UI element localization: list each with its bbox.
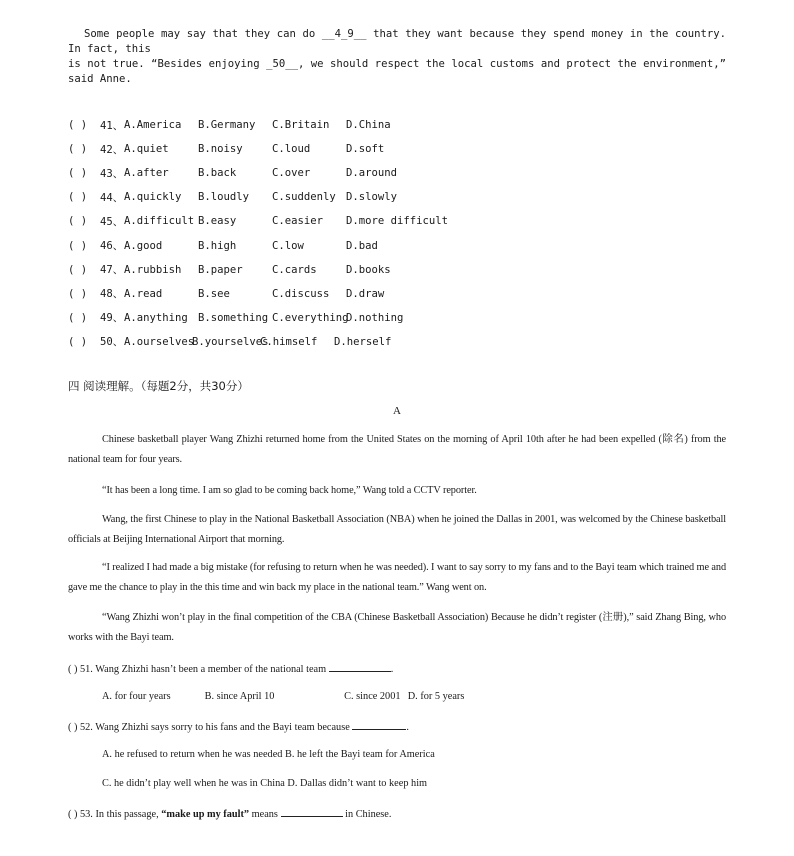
option-a: A.difficult: [124, 215, 195, 228]
option-c: C.loud: [272, 143, 311, 156]
question-number: 46、: [100, 240, 124, 253]
answer-line[interactable]: [329, 662, 391, 672]
option-b: B.yourselves: [192, 335, 269, 348]
choice-row-43: [68, 161, 448, 185]
answer-blank[interactable]: ( ): [68, 335, 88, 348]
question-number: 48、: [100, 288, 124, 301]
question-number: 45、: [100, 215, 124, 228]
answer-blank[interactable]: ( ): [68, 239, 88, 252]
option-d: D.herself: [334, 335, 392, 348]
option-b: B.see: [198, 287, 230, 300]
passage-label: A: [393, 405, 401, 417]
option-a: A.rubbish: [124, 263, 182, 276]
paragraph-5: “Wang Zhizhi won’t play in the final competition of the CBA (Chinese Basketball Association) Because he didn’t register (注册),” said Zhang Bing, who works with the Bayi team.: [68, 612, 726, 643]
option-c: C.everything: [272, 311, 349, 324]
answer-blank[interactable]: ( ): [68, 263, 88, 276]
choice-row-47: [68, 258, 448, 282]
option-a: A.anything: [124, 311, 188, 324]
answer-line[interactable]: [281, 807, 343, 817]
question-53-mid: means: [249, 809, 281, 820]
option-d: D.books: [346, 263, 391, 276]
option-b: B.Germany: [198, 119, 256, 132]
paragraph-3: Wang, the first Chinese to play in the National Basketball Association (NBA) when he joined the Dallas in 2001, was welcomed by the Chinese basketball officials at Beijing International Airport that morning.: [68, 514, 726, 545]
option-a: A. for four years: [102, 691, 171, 702]
question-53: [68, 807, 391, 820]
option-b: B. since April 10: [204, 691, 275, 702]
question-51-text: ( ) 51. Wang Zhizhi hasn’t been a member of the national team: [68, 664, 327, 675]
question-51-options: [102, 691, 464, 702]
choice-row-49: [68, 306, 448, 330]
option-b: B.back: [198, 167, 237, 180]
question-52-text: ( ) 52. Wang Zhizhi says sorry to his fans and the Bayi team because: [68, 722, 350, 733]
choice-row-42: [68, 137, 448, 161]
answer-blank[interactable]: ( ): [68, 119, 88, 132]
answer-blank[interactable]: ( ): [68, 287, 88, 300]
question-number: 43、: [100, 167, 124, 180]
option-a: A.America: [124, 119, 182, 132]
question-number: 42、: [100, 143, 124, 156]
option-d: D. for 5 years: [407, 691, 465, 702]
option-d: D.bad: [346, 239, 378, 252]
answer-blank[interactable]: ( ): [68, 215, 88, 228]
option-c: C.discuss: [272, 287, 330, 300]
option-c: C.suddenly: [272, 191, 336, 204]
cloze-choices: [68, 113, 448, 354]
option-c: C.cards: [272, 263, 317, 276]
choice-row-45: [68, 209, 448, 233]
question-51: ( ) 51. Wang Zhizhi hasn’t been a member of the national team .: [68, 664, 394, 675]
option-c: C.low: [272, 239, 304, 252]
option-d: D.China: [346, 119, 391, 132]
choice-row-41: [68, 113, 448, 137]
option-d: D.draw: [346, 287, 385, 300]
question-number: 49、: [100, 312, 124, 325]
option-a: A.ourselves: [124, 335, 195, 348]
paragraph-4: “I realized I had made a big mistake (for refusing to return when he was needed). I want to say sorry to my fans and to the Bayi team which trained me and gave me the chance to play in the this time and win back my place in the national team.” Wang went on.: [68, 562, 726, 593]
option-b: B.something: [198, 311, 269, 324]
answer-blank[interactable]: ( ): [68, 311, 88, 324]
choice-row-46: [68, 233, 448, 257]
question-52-options-line-1: A. he refused to return when he was needed B. he left the Bayi team for America: [102, 749, 435, 760]
option-a: A.read: [124, 287, 163, 300]
option-c: C.Britain: [272, 119, 330, 132]
intro-line-1: Some people may say that they can do __4_9__ that they want because they spend money in the country. In fact, this: [68, 28, 726, 55]
section-heading: 四 阅读理解。（每题2分，共30分）: [68, 379, 249, 393]
question-number: 47、: [100, 264, 124, 277]
option-b: B.paper: [198, 263, 243, 276]
option-d: D.slowly: [346, 191, 398, 204]
intro-paragraph: [68, 27, 726, 87]
option-a: A.quickly: [124, 191, 182, 204]
paragraph-2: “It has been a long time. I am so glad to be coming back home,” Wang told a CCTV reporter.: [102, 485, 477, 496]
option-d: D.more difficult: [346, 215, 449, 228]
question-number: 44、: [100, 191, 124, 204]
option-c: C.over: [272, 167, 311, 180]
question-53-end: in Chinese.: [342, 809, 392, 820]
question-53-phrase: “make up my fault”: [161, 809, 250, 820]
answer-blank[interactable]: ( ): [68, 167, 88, 180]
option-d: D.soft: [346, 143, 385, 156]
option-b: B.loudly: [198, 191, 250, 204]
answer-blank[interactable]: ( ): [68, 191, 88, 204]
option-a: A.quiet: [124, 143, 169, 156]
choice-row-44: [68, 185, 448, 209]
option-c: C.himself: [260, 335, 318, 348]
question-52-options-line-2: C. he didn’t play well when he was in China D. Dallas didn’t want to keep him: [102, 778, 428, 789]
option-b: B.easy: [198, 215, 237, 228]
option-b: B.high: [198, 239, 237, 252]
option-c: C. since 2001: [344, 691, 401, 702]
option-c: C.easier: [272, 215, 324, 228]
question-number: 41、: [100, 119, 124, 132]
choice-row-50: [68, 330, 448, 354]
question-53-prefix: ( ) 53. In this passage,: [68, 809, 162, 820]
answer-line[interactable]: [352, 720, 406, 730]
option-a: A.after: [124, 167, 169, 180]
question-number: 50、: [100, 336, 124, 349]
paragraph-1: Chinese basketball player Wang Zhizhi returned home from the United States on the morning of April 10th after he had been expelled (除名) from the national team for four years.: [68, 434, 726, 465]
option-b: B.noisy: [198, 143, 243, 156]
option-a: A.good: [124, 239, 163, 252]
option-d: D.nothing: [346, 311, 404, 324]
answer-blank[interactable]: ( ): [68, 143, 88, 156]
question-52: ( ) 52. Wang Zhizhi says sorry to his fans and the Bayi team because .: [68, 722, 409, 733]
choice-row-48: [68, 282, 448, 306]
option-d: D.around: [346, 167, 398, 180]
intro-line-2: is not true. “Besides enjoying _50__, we should respect the local customs and protect the environment,” said Anne.: [68, 58, 726, 85]
